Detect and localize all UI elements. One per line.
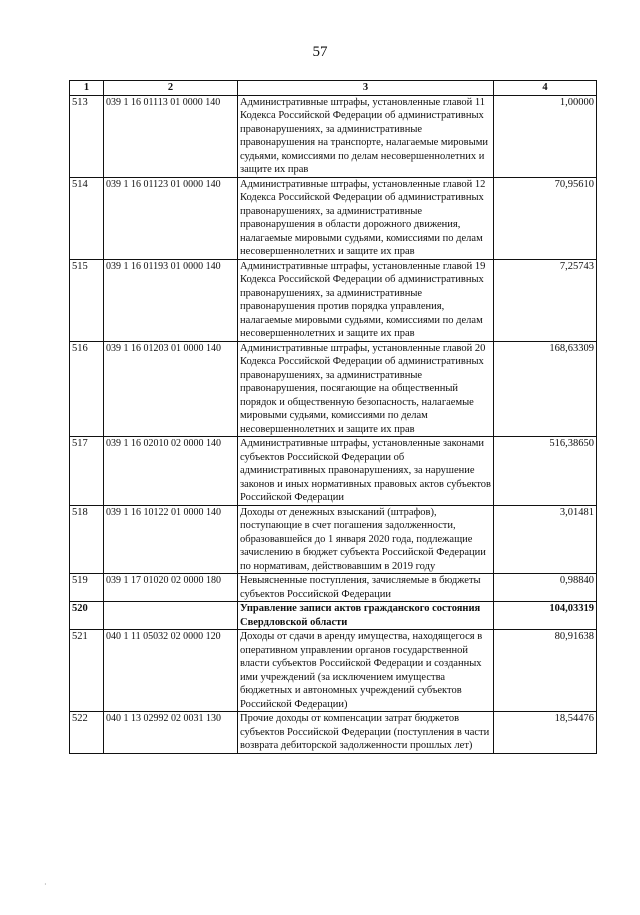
table-row	[70, 505, 597, 574]
row-number: 513	[70, 95, 104, 177]
row-value: 104,03319	[494, 602, 597, 630]
row-description: Доходы от денежных взысканий (штрафов), поступающие в счет погашения задолженности, образовавшейся до 1 января 2020 года, подлежащие зачислению в бюджет субъекта Российской Федерации по нормативам, действовавшим в 2019 году	[238, 505, 494, 574]
table-row	[70, 602, 597, 630]
row-number: 515	[70, 259, 104, 341]
row-value: 168,63309	[494, 341, 597, 437]
row-value: 516,38650	[494, 437, 597, 506]
row-value: 80,91638	[494, 630, 597, 712]
budget-code	[104, 602, 238, 630]
column-header: 4	[494, 81, 597, 96]
table-body	[70, 95, 597, 753]
row-value: 18,54476	[494, 712, 597, 754]
budget-code: 039 1 16 02010 02 0000 140	[104, 437, 238, 506]
table-row	[70, 95, 597, 177]
row-value: 0,98840	[494, 574, 597, 602]
row-description: Прочие доходы от компенсации затрат бюджетов субъектов Российской Федерации (поступления в части возврата дебиторской задолженности прошлых лет)	[238, 712, 494, 754]
row-description: Административные штрафы, установленные главой 20 Кодекса Российской Федерации об административных правонарушениях, за административные правонарушения, посягающие на общественный порядок и общественную безопасность, налагаемые мировыми судьями, комиссиями по делам несовершеннолетних и защите их прав	[238, 341, 494, 437]
budget-code: 040 1 11 05032 02 0000 120	[104, 630, 238, 712]
row-number: 514	[70, 177, 104, 259]
row-description: Административные штрафы, установленные главой 12 Кодекса Российской Федерации об административных правонарушениях, за административные правонарушения в области дорожного движения, налагаемые мировыми судьями, комиссиями по делам несовершеннолетних и защите их прав	[238, 177, 494, 259]
row-value: 1,00000	[494, 95, 597, 177]
row-number: 521	[70, 630, 104, 712]
column-header: 1	[70, 81, 104, 96]
row-value: 70,95610	[494, 177, 597, 259]
budget-code: 039 1 16 01193 01 0000 140	[104, 259, 238, 341]
row-description: Невыясненные поступления, зачисляемые в бюджеты субъектов Российской Федерации	[238, 574, 494, 602]
budget-code: 039 1 16 01203 01 0000 140	[104, 341, 238, 437]
budget-code: 039 1 16 01123 01 0000 140	[104, 177, 238, 259]
row-description: Административные штрафы, установленные законами субъектов Российской Федерации об административных правонарушениях, за нарушение законов и иных нормативных правовых актов субъектов Российской Федерации	[238, 437, 494, 506]
row-value: 7,25743	[494, 259, 597, 341]
row-number: 516	[70, 341, 104, 437]
budget-code: 040 1 13 02992 02 0031 130	[104, 712, 238, 754]
row-description: Доходы от сдачи в аренду имущества, находящегося в оперативном управлении органов государственной власти субъектов Российской Федерации и созданных ими учреждений (за исключением имущества бюджетных и автономных учреждений субъектов Российской Федерации)	[238, 630, 494, 712]
table-row	[70, 177, 597, 259]
row-number: 522	[70, 712, 104, 754]
table-header-row	[70, 81, 597, 96]
table-row	[70, 712, 597, 754]
scan-mark: ·	[44, 880, 47, 889]
column-header: 2	[104, 81, 238, 96]
budget-code: 039 1 17 01020 02 0000 180	[104, 574, 238, 602]
budget-code: 039 1 16 01113 01 0000 140	[104, 95, 238, 177]
table-row	[70, 630, 597, 712]
page-number: 57	[312, 44, 328, 60]
row-number: 518	[70, 505, 104, 574]
row-number: 517	[70, 437, 104, 506]
row-description: Административные штрафы, установленные главой 11 Кодекса Российской Федерации об административных правонарушениях, за административные правонарушения на транспорте, налагаемые мировыми судьями, комиссиями по делам несовершеннолетних и защите их прав	[238, 95, 494, 177]
revenue-table	[69, 80, 597, 754]
row-description: Административные штрафы, установленные главой 19 Кодекса Российской Федерации об административных правонарушениях, за административные правонарушения против порядка управления, налагаемые мировыми судьями, комиссиями по делам несовершеннолетних и защите их прав	[238, 259, 494, 341]
row-number: 519	[70, 574, 104, 602]
table-row	[70, 437, 597, 506]
budget-code: 039 1 16 10122 01 0000 140	[104, 505, 238, 574]
table-row	[70, 574, 597, 602]
row-description: Управление записи актов гражданского состояния Свердловской области	[238, 602, 494, 630]
row-number: 520	[70, 602, 104, 630]
table-row	[70, 259, 597, 341]
table-row	[70, 341, 597, 437]
row-value: 3,01481	[494, 505, 597, 574]
column-header: 3	[238, 81, 494, 96]
